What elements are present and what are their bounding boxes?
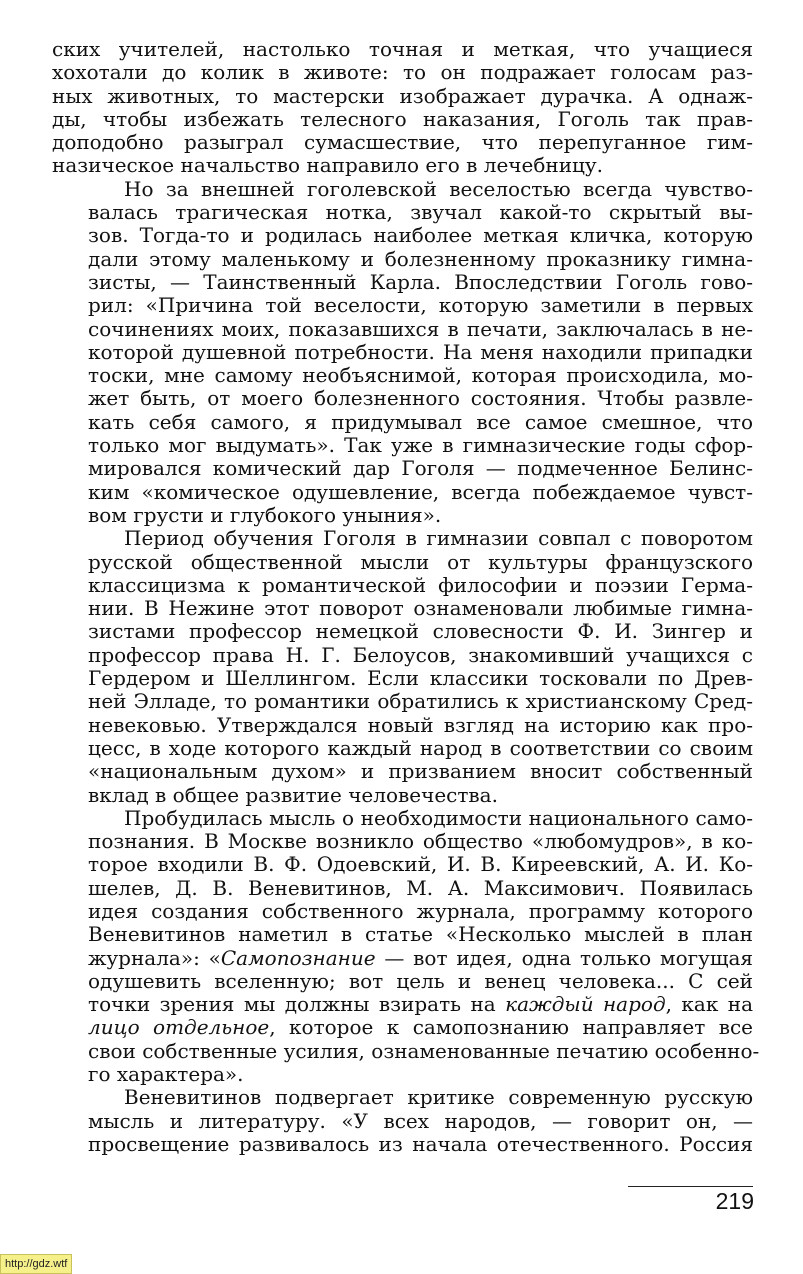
text-run: тоски, мне самому необъяснимой, которая происходила, мо-: [88, 363, 753, 388]
text-line: [52, 947, 753, 970]
text-run: рил: «Причина той веселости, которую заметили в первых: [88, 293, 753, 318]
text-line: [52, 504, 753, 527]
text-run: вом грусти и глубокого уныния».: [88, 502, 442, 527]
text-run: дали этому маленькому и болезненному проказнику гимна-: [88, 246, 753, 271]
text-run: мысль и литературу. «У всех народов, — говорит он, —: [88, 1108, 753, 1133]
text-run: — вот идея, одна только могущая: [375, 945, 754, 970]
text-run: валась трагическая нотка, звучал какой-то скрытый вы-: [88, 200, 753, 225]
text-line: [52, 574, 753, 597]
text-run: Период обучения Гоголя в гимназии совпал с поворотом: [124, 526, 753, 551]
text-line: [52, 993, 753, 1016]
text-run: идея создания собственного журнала, программу которого: [88, 898, 753, 923]
text-line: [52, 108, 753, 131]
text-run: Веневитинов подвергает критике современную русскую: [124, 1085, 753, 1110]
text-line: [52, 1063, 753, 1086]
text-line: [52, 61, 753, 84]
text-line: [52, 714, 753, 737]
text-line: [52, 1133, 753, 1156]
text-line: [52, 364, 753, 387]
text-line: [52, 434, 753, 457]
text-line: [52, 807, 753, 830]
paragraph: [52, 805, 760, 1087]
text-run: ней Элладе, то романтики обратились к христианскому Сред-: [88, 689, 753, 714]
text-line: [52, 737, 753, 760]
text-line: [52, 970, 753, 993]
text-run: шелев, Д. В. Веневитинов, М. А. Максимович. Появилась: [88, 875, 753, 900]
text-run: назическое начальство направило его в лечебницу.: [52, 153, 604, 178]
text-line: [52, 900, 753, 923]
italic-text: Самопознание: [220, 945, 376, 970]
text-line: [52, 411, 753, 434]
text-line: [52, 271, 753, 294]
text-run: только мог выдумать». Так уже в гимназические годы сфор-: [88, 433, 753, 458]
text-run: ных животных, то мастерски изображает дурачка. А однаж-: [52, 83, 753, 108]
text-run: одушевить вселенную; вот цель и венец человека... С сей: [88, 968, 753, 993]
text-run: Но за внешней гоголевской веселостью всегда чувство-: [124, 176, 753, 201]
text-run: сочинениях моих, показавшихся в печати, заключалась в не-: [88, 316, 753, 341]
text-line: [52, 154, 753, 177]
text-line: [52, 178, 753, 201]
text-line: [52, 923, 753, 946]
text-run: го характера».: [88, 1062, 244, 1087]
text-line: [52, 690, 753, 713]
text-line: [52, 597, 753, 620]
text-line: [52, 1016, 753, 1039]
paragraph: [52, 178, 753, 527]
text-line: [52, 853, 753, 876]
text-line: [52, 527, 753, 550]
text-line: [52, 131, 753, 154]
text-line: [52, 224, 753, 247]
text-run: русской общественной мысли от культуры французского: [88, 549, 753, 574]
paragraph: [52, 38, 753, 178]
text-run: зов. Тогда-то и родилась наиболее меткая кличка, которую: [88, 223, 753, 248]
text-line: [52, 1038, 760, 1063]
text-run: хохотали до колик в животе: то он подражает голосам раз-: [52, 60, 753, 85]
watermark-label: http://gdz.wtf: [0, 1254, 72, 1274]
text-run: Гердером и Шеллингом. Если классики тосковали по Древ-: [88, 666, 753, 691]
text-line: [52, 760, 753, 783]
text-run: нии. В Нежине этот поворот ознаменовали любимые гимна-: [88, 596, 753, 621]
text-line: [52, 457, 753, 480]
text-line: [52, 341, 753, 364]
text-run: точки зрения мы должны взирать на: [88, 992, 506, 1017]
text-line: [52, 481, 753, 504]
text-line: [52, 1086, 753, 1109]
text-run: невековью. Утверждался новый взгляд на историю как про-: [88, 712, 753, 737]
text-run: познания. В Москве возникло общество «любомудров», в ко-: [88, 829, 753, 854]
text-run: жет быть, от моего болезненного состояния. Чтобы развле-: [88, 386, 753, 411]
text-line: [52, 38, 753, 61]
text-run: зисты, — Таинственный Карла. Впоследствии Гоголь гово-: [88, 269, 753, 294]
text-line: [52, 248, 753, 271]
italic-text: лицо отдельное: [88, 1015, 270, 1040]
text-line: [52, 551, 753, 574]
text-line: [52, 201, 753, 224]
text-run: ды, чтобы избежать телесного наказания, Гоголь так прав-: [52, 106, 753, 131]
text-run: которой душевной потребности. На меня находили припадки: [88, 339, 753, 364]
text-run: Веневитинов наметил в статье «Несколько мыслей в план: [88, 922, 753, 947]
text-line: [52, 1110, 753, 1133]
text-line: [52, 387, 753, 410]
page-number: 219: [715, 1188, 754, 1214]
text-run: Пробудилась мысль о необходимости национального само-: [124, 805, 753, 830]
text-run: просвещение развивалось из начала отечественного. Россия: [88, 1131, 753, 1156]
text-run: , которое к самопознанию направляет все: [269, 1015, 753, 1040]
text-run: торое входили В. Ф. Одоевский, И. В. Киреевский, А. И. Ко-: [88, 852, 753, 877]
text-run: ким «комическое одушевление, всегда побеждаемое чувст-: [88, 479, 753, 504]
text-line: [52, 85, 753, 108]
text-run: вклад в общее развитие человечества.: [88, 782, 498, 807]
text-line: [52, 644, 753, 667]
text-run: ских учителей, настолько точная и меткая, что учащиеся: [52, 37, 753, 61]
text-run: мировался комический дар Гоголя — подмеченное Белинс-: [88, 456, 753, 481]
text-line: [52, 620, 753, 643]
text-line: [52, 667, 753, 690]
text-run: зистами профессор немецкой словесности Ф. И. Зингер и: [88, 619, 753, 644]
text-line: [52, 318, 753, 341]
text-run: доподобно разыграл сумасшествие, что перепуганное гим-: [52, 130, 753, 155]
text-line: [52, 830, 753, 853]
paragraph: [52, 527, 753, 807]
body-text: [52, 37, 760, 1156]
text-run: свои собственные усилия, ознаменованные печатию особенно-: [88, 1038, 760, 1063]
text-run: журнала»: «: [88, 945, 221, 970]
text-run: профессор права Н. Г. Белоусов, знакомивший учащихся с: [88, 642, 753, 667]
text-line: [52, 784, 753, 807]
text-run: кать себя самого, я придумывал все самое смешное, что: [88, 409, 753, 434]
text-line: [52, 877, 753, 900]
text-line: [52, 294, 753, 317]
text-run: классицизма к романтической философии и поэзии Герма-: [88, 572, 753, 597]
text-run: , как на: [665, 992, 754, 1017]
text-run: цесс, в ходе которого каждый народ в соответствии со своим: [88, 735, 753, 760]
paragraph: [52, 1086, 753, 1156]
text-run: «национальным духом» и призванием вносит собственный: [88, 759, 753, 784]
italic-text: каждый народ: [505, 992, 666, 1017]
page-number-rule: [628, 1186, 753, 1187]
